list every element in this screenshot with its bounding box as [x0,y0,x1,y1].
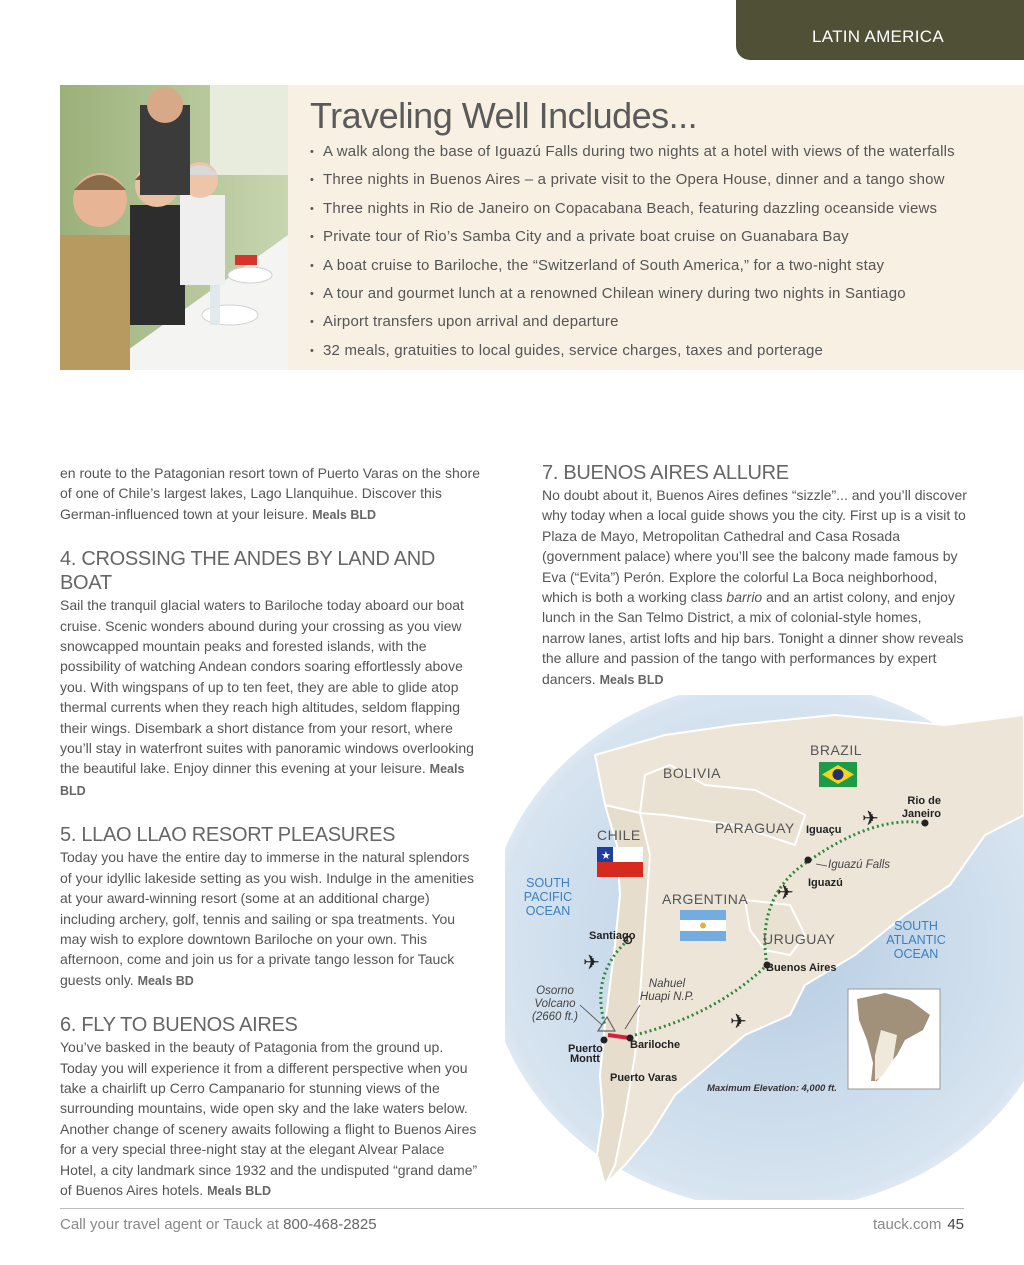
label-nahuel-2: Huapi N.P. [639,991,695,1003]
bullet-icon: • [310,344,315,357]
bullet-icon: • [310,202,315,215]
footer-contact: Call your travel agent or Tauck at 800-468-2825 [60,1216,377,1233]
section-tab [736,0,1024,60]
phone-number: 800-468-2825 [283,1216,377,1233]
inset-map [848,989,940,1089]
label-puerto-varas: Puerto Varas [610,1072,678,1084]
includes-item: • Airport transfers upon arrival and departure [310,311,955,339]
svg-text:PACIFIC: PACIFIC [523,890,573,904]
label-puerto-montt-2: Montt [570,1053,600,1065]
day-4-heading: 4. CROSSING THE ANDES BY LAND AND BOAT [60,548,436,595]
star-icon: ★ [601,850,611,862]
meals-label: Meals BLD [207,1183,271,1198]
day-6-heading: 6. FLY TO BUENOS AIRES [60,1014,298,1037]
airplane-icon: ✈ [583,952,600,974]
includes-item: • Private tour of Rio’s Samba City and a private boat cruise on Guanabara Bay [310,226,955,254]
includes-list [310,141,955,368]
label-paraguay: PARAGUAY [715,820,795,836]
day-7-heading: 7. BUENOS AIRES ALLURE [542,462,789,484]
meals-label: Meals BD [137,973,194,988]
day-7-body: No doubt about it, Buenos Aires defines “sizzle”... and you’ll discover why today when a local guide shows you the city. First up is a visit to Plaza de Mayo, Metropolitan Cathedral and Casa Rosada (government palace) where you’ll see the balcony made famous by Eva (“Evita”) Perón. Explore the colorful La Boca neighborhood, which is both a working class barrio and an artist colony, and enjoy lunch in the San Telmo District, a mix of colonial-style homes, narrow lanes, artist lofts and hip bars. Tonight a dinner show reveals the allure and passion of the tango with performances by expert dancers. Meals BLD [542,487,967,687]
city-dot-rio [922,820,929,827]
includes-title: Traveling Well Includes... [310,95,698,136]
includes-item: • 32 meals, gratuities to local guides, service charges, taxes and porterage [310,340,955,368]
site-url: tauck.com [872,1216,942,1233]
city-dot-iguazu [805,857,812,864]
bullet-icon: • [310,287,315,300]
route-map [505,695,1024,1200]
bullet-icon: • [310,231,315,244]
meals-label: Meals BLD [312,507,377,522]
label-atlantic [886,919,946,961]
day-5-body: Today you have the entire day to immerse in the natural splendors of your idyllic lakeside setting as you wish. Indulge in the amenities at your award-winning resort (some at an additional charge) including archery, golf, tennis and sailing or spa treatments. You may wish to explore downtown Bariloche on your own. This afternoon, come and join us for a private tango lesson for Tauck guests only. Meals BD [60,849,474,988]
includes-item: • A walk along the base of Iguazú Falls during two nights at a hotel with views of the waterfalls [310,141,955,169]
includes-item: • Three nights in Rio de Janeiro on Copacabana Beach, featuring dazzling oceanside views [310,198,955,226]
intro-paragraph: en route to the Patagonian resort town of Puerto Varas on the shore of one of Chile’s largest lakes, Lago Llanquihue. Discover this German-influenced town at your leisure. Meals BLD [60,465,481,522]
day-5-heading: 5. LLAO LLAO RESORT PLEASURES [60,824,396,847]
svg-text:ATLANTIC: ATLANTIC [886,933,946,947]
right-column [542,461,968,690]
label-uruguay: URUGUAY [763,931,836,947]
bullet-icon: • [310,174,315,187]
brazil-flag [819,762,857,787]
footer-rule [60,1208,964,1209]
label-osorno-3: (2660 ft.) [531,1011,579,1023]
label-iguazu-falls: Iguazú Falls [828,859,891,871]
footer-site [873,1216,964,1233]
left-column [60,463,480,1201]
dining-photo-illustration [60,85,288,370]
label-osorno-1: Osorno [536,985,574,997]
airplane-icon: ✈ [862,808,879,830]
includes-banner [288,85,1024,370]
bullet-icon: • [310,259,315,272]
airplane-icon: ✈ [777,882,794,904]
includes-item: • A boat cruise to Bariloche, the “Switzerland of South America,” for a two-night stay [310,255,955,283]
includes-item: • Three nights in Buenos Aires – a private visit to the Opera House, dinner and a tango show [310,169,955,197]
bullet-icon: • [310,316,315,329]
meals-label: Meals BLD [599,672,664,687]
section-tab-label: LATIN AMERICA [811,27,944,46]
svg-text:OCEAN: OCEAN [525,904,571,918]
dining-photo [60,85,288,370]
day-6-body: You’ve basked in the beauty of Patagonia from the ground up. Today you will experience it from a different perspective when you take a chairlift up Cerro Campanario for stunning views of the surrounding mountains, wide open sky and the lake waters below. Another change of scenery awaits following a flight to Buenos Aires for a very special three-night stay at the elegant Alvear Palace Hotel, a city landmark since 1932 and the undisputed “grand dame” of Buenos Aires hotels. Meals BLD [60,1039,478,1198]
argentina-flag [680,910,726,941]
svg-text:SOUTH: SOUTH [894,919,938,933]
label-bolivia: BOLIVIA [663,765,721,781]
svg-text:OCEAN: OCEAN [893,947,939,961]
label-nahuel-1: Nahuel [648,978,686,990]
meals-label: Meals BLD [60,762,465,798]
label-osorno-2: Volcano [534,998,576,1010]
day-4-body: Sail the tranquil glacial waters to Bariloche today aboard our boat cruise. Scenic wonders abound during your crossing as you view snowcapped mountain peaks and forested islands, with the possibility of watching Andean condors soaring effortlessly above you. With wingspans of up to ten feet, they are able to glide atop thermal currents when they reach high altitudes, seldom flapping their wings. Disembark a short distance from your resort, where you’ll stay in waterfront suites with panoramic windows overlooking the beautiful lake. Enjoy dinner this evening at your leisure. Meals BLD [60,597,474,798]
bullet-icon: • [310,146,315,158]
label-bariloche: Bariloche [630,1039,681,1051]
label-puerto-montt-1: Puerto [568,1043,603,1055]
label-pacific [524,876,572,918]
label-santiago: Santiago [589,930,636,942]
page-number: 45 [947,1216,964,1233]
label-brazil: BRAZIL [810,742,863,758]
elevation-note: Maximum Elevation: 4,000 ft. [707,1083,837,1094]
label-rio-2: Janeiro [901,808,941,820]
includes-item: • A tour and gourmet lunch at a renowned Chilean winery during two nights in Santiago [310,283,955,311]
label-iguacu: Iguaçu [806,824,842,836]
label-rio-1: Rio de [907,795,941,807]
label-chile: CHILE [597,827,641,843]
chile-flag [597,847,643,877]
airplane-icon: ✈ [730,1011,747,1033]
label-iguazu: Iguazú [808,877,843,889]
label-buenos-aires: Buenos Aires [766,962,837,974]
label-argentina: ARGENTINA [662,891,749,907]
svg-text:SOUTH: SOUTH [526,876,570,890]
